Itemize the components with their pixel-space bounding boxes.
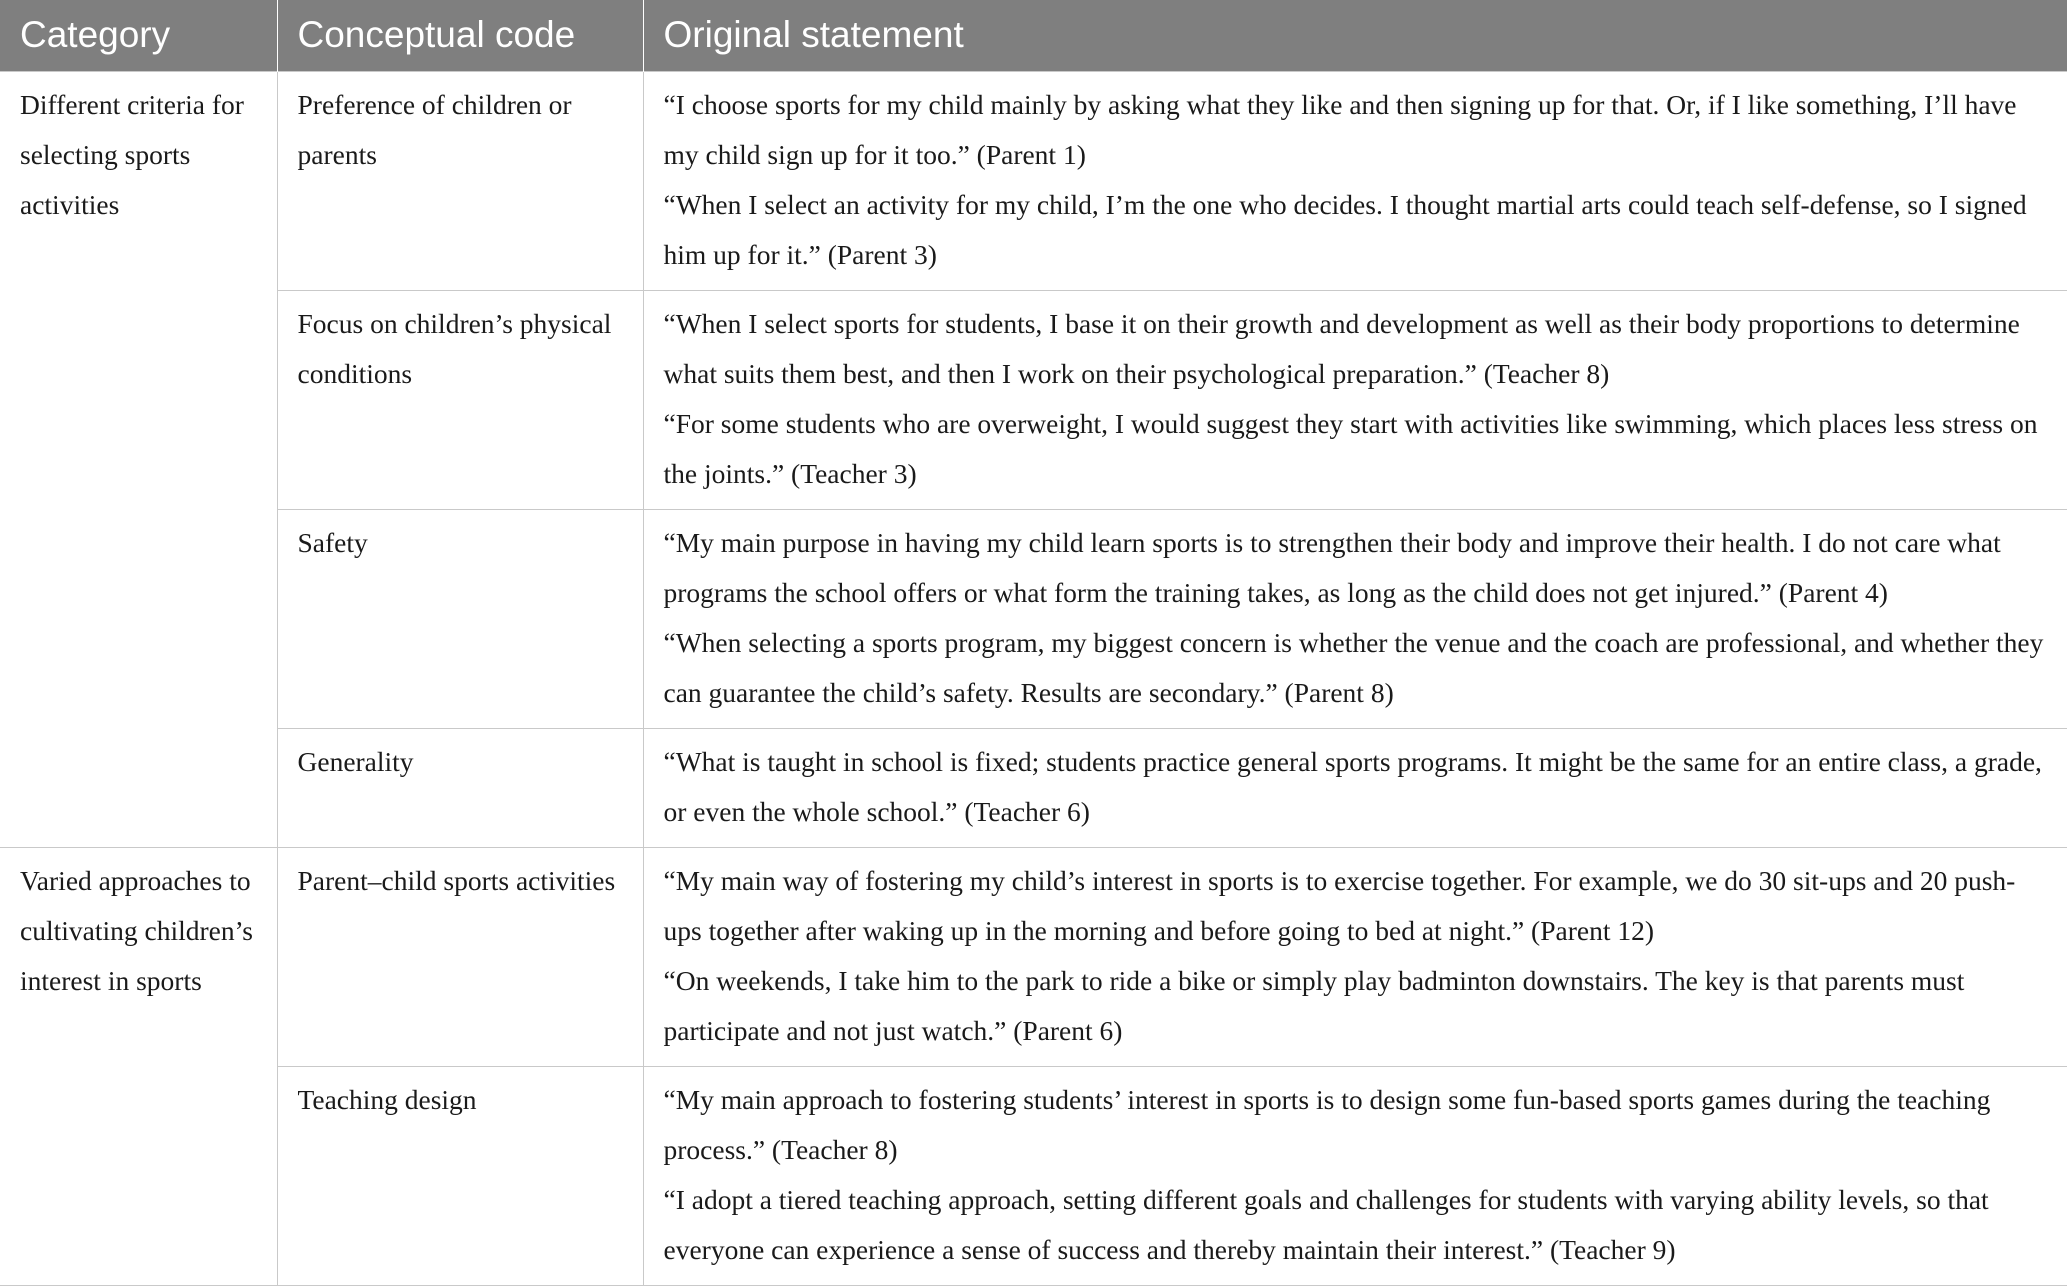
table-row	[0, 1066, 2067, 1285]
statement-cell	[643, 1066, 2067, 1285]
code-cell: Teaching design	[277, 1066, 643, 1285]
code-cell: Parent–child sports activities	[277, 847, 643, 1066]
table-row	[0, 71, 2067, 290]
code-cell: Generality	[277, 728, 643, 847]
statement-text: “On weekends, I take him to the park to ride a bike or simply play badminton downstairs. The key is that parents must participate and not just watch.” (Parent 6)	[663, 964, 1965, 1046]
statement-text: “When I select an activity for my child, I’m the one who decides. I thought martial arts could teach self-defense, so I signed him up for it.” (Parent 3)	[663, 188, 2027, 270]
statement-text: “My main purpose in having my child learn sports is to strengthen their body and improve their health. I do not care what programs the school offers or what form the training takes, as long as the child does not get injured.” (Parent 4)	[663, 526, 2001, 608]
statement-cell	[643, 847, 2067, 1066]
statement-cell	[643, 290, 2067, 509]
statement-text: “I adopt a tiered teaching approach, setting different goals and challenges for students with varying ability levels, so that everyone can experience a sense of success and thereby maintain their interest.” (Teacher 9)	[663, 1183, 1989, 1265]
table-row	[0, 847, 2067, 1066]
code-cell: Safety	[277, 509, 643, 728]
table-row	[0, 728, 2067, 847]
statement-cell	[643, 728, 2067, 847]
code-cell: Focus on children’s physical conditions	[277, 290, 643, 509]
code-cell: Preference of children or parents	[277, 71, 643, 290]
header-original-statement: Original statement	[643, 0, 2067, 71]
header-category: Category	[0, 0, 277, 71]
statement-text: “What is taught in school is fixed; students practice general sports programs. It might be the same for an entire class, a grade, or even the whole school.” (Teacher 6)	[663, 745, 2042, 827]
category-cell: Different criteria for selecting sports activities	[0, 71, 277, 847]
statement-text: “My main way of fostering my child’s interest in sports is to exercise together. For example, we do 30 sit-ups and 20 push-ups together after waking up in the morning and before going to bed at night.” (Parent 12)	[663, 864, 2016, 946]
table-header-row	[0, 0, 2067, 71]
table-row	[0, 290, 2067, 509]
statement-cell	[643, 509, 2067, 728]
statement-text: “My main approach to fostering students’ interest in sports is to design some fun-based sports games during the teaching process.” (Teacher 8)	[663, 1083, 1991, 1165]
statement-text: “I choose sports for my child mainly by asking what they like and then signing up for that. Or, if I like something, I’ll have my child sign up for it too.” (Parent 1)	[663, 88, 2017, 170]
statement-text: “For some students who are overweight, I would suggest they start with activities like swimming, which places less stress on the joints.” (Teacher 3)	[663, 407, 2038, 489]
category-cell: Varied approaches to cultivating children’s interest in sports	[0, 847, 277, 1285]
statement-text: “When selecting a sports program, my biggest concern is whether the venue and the coach are professional, and whether they can guarantee the child’s safety. Results are secondary.” (Parent 8)	[663, 626, 2044, 708]
header-conceptual-code: Conceptual code	[277, 0, 643, 71]
statement-text: “When I select sports for students, I base it on their growth and development as well as their body proportions to determine what suits them best, and then I work on their psychological preparation.” (Teacher 8)	[663, 307, 2020, 389]
table-row	[0, 509, 2067, 728]
statement-cell	[643, 71, 2067, 290]
